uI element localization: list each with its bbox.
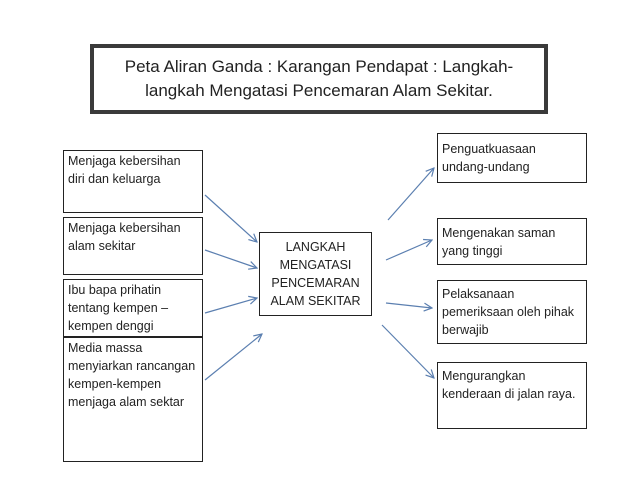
arrow-left-1	[205, 195, 257, 242]
left-box-4-text: Media massa menyiarkan rancangan kempen-kempen menjaga alam sektar	[68, 341, 196, 409]
right-box-3	[437, 280, 587, 344]
arrow-left-4	[205, 334, 262, 380]
arrow-right-2	[386, 240, 432, 260]
left-box-3-text: Ibu bapa prihatin tentang kempen – kempen denggi	[68, 283, 169, 333]
right-box-1	[437, 133, 587, 183]
arrow-right-1	[388, 168, 434, 220]
arrow-right-4	[382, 325, 434, 378]
right-box-4-text: Mengurangkan kenderaan di jalan raya.	[442, 369, 576, 401]
arrow-right-3	[386, 303, 432, 308]
arrow-left-2	[205, 250, 257, 268]
right-box-1-text: Penguatkuasaan undang-undang	[442, 142, 536, 174]
diagram-title-text: Peta Aliran Ganda : Karangan Pendapat : Langkah-langkah Mengatasi Pencemaran Alam Sekitar.	[124, 57, 514, 100]
right-box-2	[437, 218, 587, 265]
center-box	[259, 232, 372, 316]
center-box-text: LANGKAH MENGATASI PENCEMARAN ALAM SEKITAR	[270, 240, 361, 308]
right-box-2-text: Mengenakan saman yang tinggi	[442, 226, 556, 258]
left-box-4	[63, 337, 203, 462]
left-box-1-text: Menjaga kebersihan diri dan keluarga	[68, 154, 181, 186]
right-box-4	[437, 362, 587, 429]
left-box-1	[63, 150, 203, 213]
left-box-3	[63, 279, 203, 337]
right-box-3-text: Pelaksanaan pemeriksaan oleh pihak berwajib	[442, 287, 575, 337]
arrow-left-3	[205, 298, 257, 313]
left-box-2-text: Menjaga kebersihan alam sekitar	[68, 221, 181, 253]
left-box-2	[63, 217, 203, 275]
